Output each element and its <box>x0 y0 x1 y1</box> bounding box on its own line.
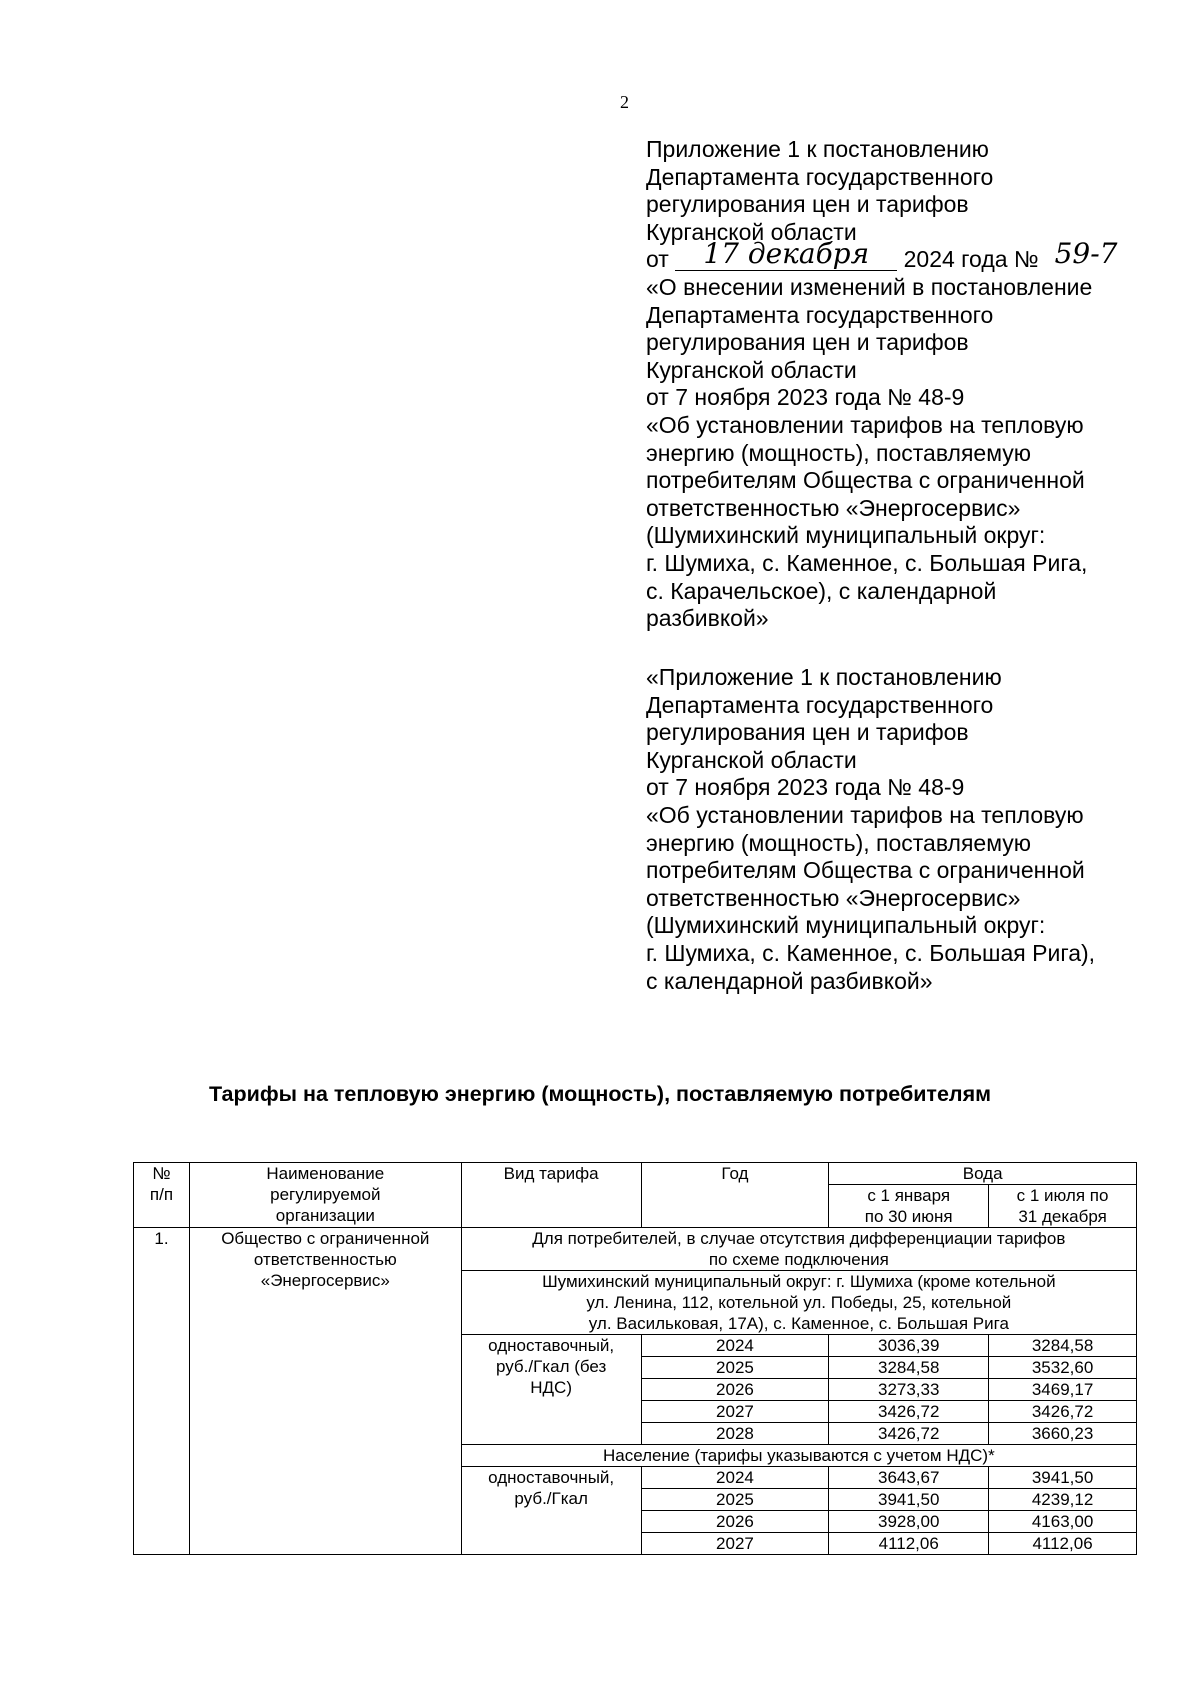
header-org <box>189 1163 461 1228</box>
value-cell: 3532,60 <box>989 1357 1137 1379</box>
header-row <box>134 1163 1137 1185</box>
value-cell: 3643,67 <box>829 1467 989 1489</box>
document-title: Тарифы на тепловую энергию (мощность), поставляемую потребителям <box>208 1082 992 1106</box>
header-org-line: организации <box>275 1206 375 1225</box>
tariff-type-line: одноставочный, <box>488 1336 615 1355</box>
header-period-line: с 1 января <box>867 1186 951 1205</box>
value-cell: 3426,72 <box>989 1401 1137 1423</box>
appendix-2-line: Департамента государственного <box>646 691 994 718</box>
value-cell: 3426,72 <box>829 1401 989 1423</box>
header-num-line: № <box>152 1164 171 1183</box>
value-cell: 4112,06 <box>829 1533 989 1555</box>
appendix-2-line: регулирования цен и тарифов <box>646 719 969 746</box>
header-period-2 <box>989 1185 1137 1228</box>
year-cell: 2026 <box>641 1379 829 1401</box>
tariff-table <box>133 1162 1137 1555</box>
header-org-line: регулируемой <box>270 1185 381 1204</box>
value-cell: 3284,58 <box>829 1357 989 1379</box>
year-cell: 2024 <box>641 1335 829 1357</box>
section-line: Для потребителей, в случае отсутствия дифференциации тарифов <box>532 1229 1066 1248</box>
appendix-2-line: (Шумихинский муниципальный округ: <box>646 912 1046 939</box>
appendix-1-line: энергию (мощность), поставляемую <box>646 439 1032 466</box>
tariff-type-line: одноставочный, <box>488 1468 615 1487</box>
appendix-1-header <box>646 136 1127 633</box>
org-name <box>189 1228 461 1555</box>
handwritten-date: 17 декабря <box>703 237 870 271</box>
year-cell: 2025 <box>641 1489 829 1511</box>
header-num <box>134 1163 190 1228</box>
year-cell: 2026 <box>641 1511 829 1533</box>
appendix-1-line: г. Шумиха, с. Каменное, с. Большая Рига, <box>646 549 1088 576</box>
appendix-2-line: с календарной разбивкой» <box>646 967 933 994</box>
page-number: 2 <box>620 92 629 112</box>
tariff-type-line: руб./Гкал <box>514 1489 588 1508</box>
appendix-2-line: Курганской области <box>646 746 857 773</box>
year-cell: 2027 <box>641 1401 829 1423</box>
appendix-1-line: ответственностью «Энергосервис» <box>646 494 1021 521</box>
tariff-type-line: НДС) <box>530 1378 572 1397</box>
value-cell: 3928,00 <box>829 1511 989 1533</box>
appendix-2-line: потребителям Общества с ограниченной <box>646 857 1085 884</box>
header-period-line: по 30 июня <box>864 1207 953 1226</box>
value-cell: 4112,06 <box>989 1533 1137 1555</box>
value-cell: 4163,00 <box>989 1511 1137 1533</box>
appendix-1-line: Департамента государственного <box>646 163 994 190</box>
section-line: по схеме подключения <box>708 1250 889 1269</box>
section-line: ул. Васильковая, 17А), с. Каменное, с. Большая Рига <box>588 1314 1009 1333</box>
appendix-1-line: разбивкой» <box>646 605 769 632</box>
year-cell: 2027 <box>641 1533 829 1555</box>
value-cell: 3941,50 <box>829 1489 989 1511</box>
appendix-1-line: (Шумихинский муниципальный округ: <box>646 522 1046 549</box>
table-row <box>134 1228 1137 1271</box>
header-period-1 <box>829 1185 989 1228</box>
value-cell: 3426,72 <box>829 1423 989 1445</box>
header-num-line: п/п <box>149 1185 174 1204</box>
org-name-line: Общество с ограниченной <box>221 1229 430 1248</box>
appendix-1-line: регулирования цен и тарифов <box>646 191 969 218</box>
year-cell: 2028 <box>641 1423 829 1445</box>
value-cell: 3284,58 <box>989 1335 1137 1357</box>
appendix-2-line: г. Шумиха, с. Каменное, с. Большая Рига), <box>646 939 1096 966</box>
section-general <box>461 1228 1136 1271</box>
header-org-line: Наименование <box>266 1164 385 1183</box>
appendix-1-line: «О внесении изменений в постановление <box>646 273 1093 300</box>
appendix-2-header <box>646 664 1095 995</box>
section-population: Население (тарифы указываются с учетом НДС)* <box>461 1445 1136 1467</box>
date-blank <box>675 237 897 271</box>
org-name-line: ответственностью <box>253 1250 397 1269</box>
number-blank <box>1045 237 1127 271</box>
appendix-2-line: «Приложение 1 к постановлению <box>646 664 1002 690</box>
value-cell: 3273,33 <box>829 1379 989 1401</box>
header-period-line: 31 декабря <box>1018 1207 1107 1226</box>
appendix-1-line: от 7 ноября 2023 года № 48-9 <box>646 384 965 411</box>
row-number: 1. <box>134 1228 190 1555</box>
appendix-1-line: потребителям Общества с ограниченной <box>646 467 1085 494</box>
section-line: ул. Ленина, 112, котельной ул. Победы, 25, котельной <box>586 1293 1012 1312</box>
header-tariff-type: Вид тарифа <box>461 1163 641 1228</box>
header-year: Год <box>641 1163 829 1228</box>
date-line <box>646 237 1127 274</box>
value-cell: 3660,23 <box>989 1423 1137 1445</box>
header-water: Вода <box>829 1163 1137 1185</box>
section-line: Шумихинский муниципальный округ: г. Шумиха (кроме котельной <box>542 1272 1056 1291</box>
tariff-type-cell <box>461 1467 641 1555</box>
year-cell: 2024 <box>641 1467 829 1489</box>
tariff-type-cell <box>461 1335 641 1445</box>
value-cell: 4239,12 <box>989 1489 1137 1511</box>
year-cell: 2025 <box>641 1357 829 1379</box>
tariff-type-line: руб./Гкал (без <box>495 1357 607 1376</box>
appendix-1-line: регулирования цен и тарифов <box>646 329 969 356</box>
appendix-1-line: Курганской области <box>646 218 857 245</box>
appendix-2-line: ответственностью «Энергосервис» <box>646 884 1021 911</box>
value-cell: 3469,17 <box>989 1379 1137 1401</box>
value-cell: 3036,39 <box>829 1335 989 1357</box>
appendix-2-line: от 7 ноября 2023 года № 48-9 <box>646 774 965 801</box>
appendix-1-line: Курганской области <box>646 356 857 383</box>
appendix-1-line: с. Карачельское), с календарной <box>646 577 997 604</box>
appendix-2-line: энергию (мощность), поставляемую <box>646 829 1032 856</box>
appendix-1-line: «Об установлении тарифов на тепловую <box>646 411 1084 438</box>
handwritten-number: 59-7 <box>1054 237 1118 271</box>
value-cell: 3941,50 <box>989 1467 1137 1489</box>
section-area <box>461 1271 1136 1335</box>
appendix-1-line: Департамента государственного <box>646 301 994 328</box>
appendix-1-line: Приложение 1 к постановлению <box>646 136 989 162</box>
org-name-line: «Энергосервис» <box>260 1271 390 1290</box>
header-period-line: с 1 июля по <box>1016 1186 1109 1205</box>
date-prefix: от <box>646 246 669 273</box>
appendix-2-line: «Об установлении тарифов на тепловую <box>646 801 1084 828</box>
date-middle: 2024 года № <box>903 246 1039 273</box>
